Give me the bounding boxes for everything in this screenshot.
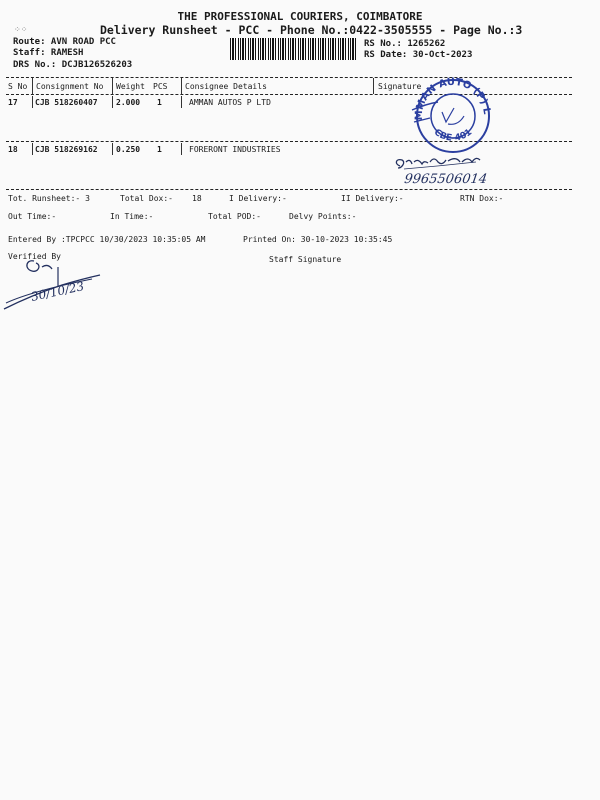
total-pod-label: Total POD:- [208,212,261,221]
total-dox-value: 18 [192,194,202,203]
company-title: THE PROFESSIONAL COURIERS, COIMBATORE [177,10,423,23]
row-consignment: CJB 518260407 [35,98,98,107]
column-header-consignee: Consignee Details [185,82,267,91]
rs-number: RS No.: 1265262 [364,39,446,49]
column-header-signature: Signature [378,82,422,91]
column-header-pcs: PCS [153,82,168,91]
column-header-consignment: Consignment No [36,82,104,91]
verifier-signature [2,255,112,315]
entered-by: Entered By :TPCPCC 10/30/2023 10:35:05 AM [8,235,206,244]
staff-signature-label: Staff Signature [269,255,342,264]
total-dox-label: Total Dox:- [120,194,173,203]
row-consignee: AMMAN AUTOS P LTD [189,98,271,107]
row-consignee: FORERONT INDUSTRIES [189,145,281,154]
column-divider [181,143,182,155]
svg-text:CBE-401 [432,127,474,143]
in-time-label: In Time:- [110,212,154,221]
second-delivery-label: II Delivery:- [341,194,404,203]
handwritten-phone-number [404,168,514,190]
barcode [230,38,358,60]
out-time-label: Out Time:- [8,212,57,221]
total-runsheet: Tot. Runsheet:- 3 [8,194,90,203]
handwritten-phone-text: 9965506014 [403,172,489,187]
company-stamp [403,64,498,152]
rtn-dox-label: RTN Dox:- [460,194,504,203]
runsheet-subtitle: Delivery Runsheet - PCC - Phone No.:0422-3505555 - Page No.:3 [100,23,523,37]
row-weight: 0.250 [116,145,141,154]
column-divider [181,78,182,94]
row-sno: 17 [8,98,18,107]
column-divider [112,143,113,155]
column-divider [112,78,113,94]
drs-number: DRS No.: DCJB126526203 [13,60,133,70]
row-weight: 2.000 [116,98,141,107]
column-divider [32,143,33,155]
column-divider [112,96,113,108]
staff-label: Staff: RAMESH [13,48,84,58]
scan-mark-icon: ⁘⁘ [14,25,28,34]
row-sno: 18 [8,145,18,154]
row-pcs: 1 [157,145,162,154]
handwritten-date: 30/10/23 [29,279,86,304]
rs-date: RS Date: 30-Oct-2023 [364,50,473,60]
column-divider [32,78,33,94]
stamp-bottom-text: CBE-401 [431,127,475,144]
route-label: Route: AVN ROAD PCC [13,37,116,47]
stamp-top-text: AMMAN AUTO (P) LTD [403,64,492,121]
column-divider [373,78,374,94]
column-divider [32,96,33,108]
first-delivery-label: I Delivery:- [229,194,287,203]
row-consignment: CJB 518269162 [35,145,98,154]
printed-on: Printed On: 30-10-2023 10:35:45 [243,235,393,244]
column-header-sno: S No [8,82,28,91]
column-divider [181,96,182,108]
column-header-weight: Weight [116,82,145,91]
delivery-points-label: Delvy Points:- [289,212,357,221]
verified-by-label: Verified By [8,252,61,261]
row-pcs: 1 [157,98,162,107]
